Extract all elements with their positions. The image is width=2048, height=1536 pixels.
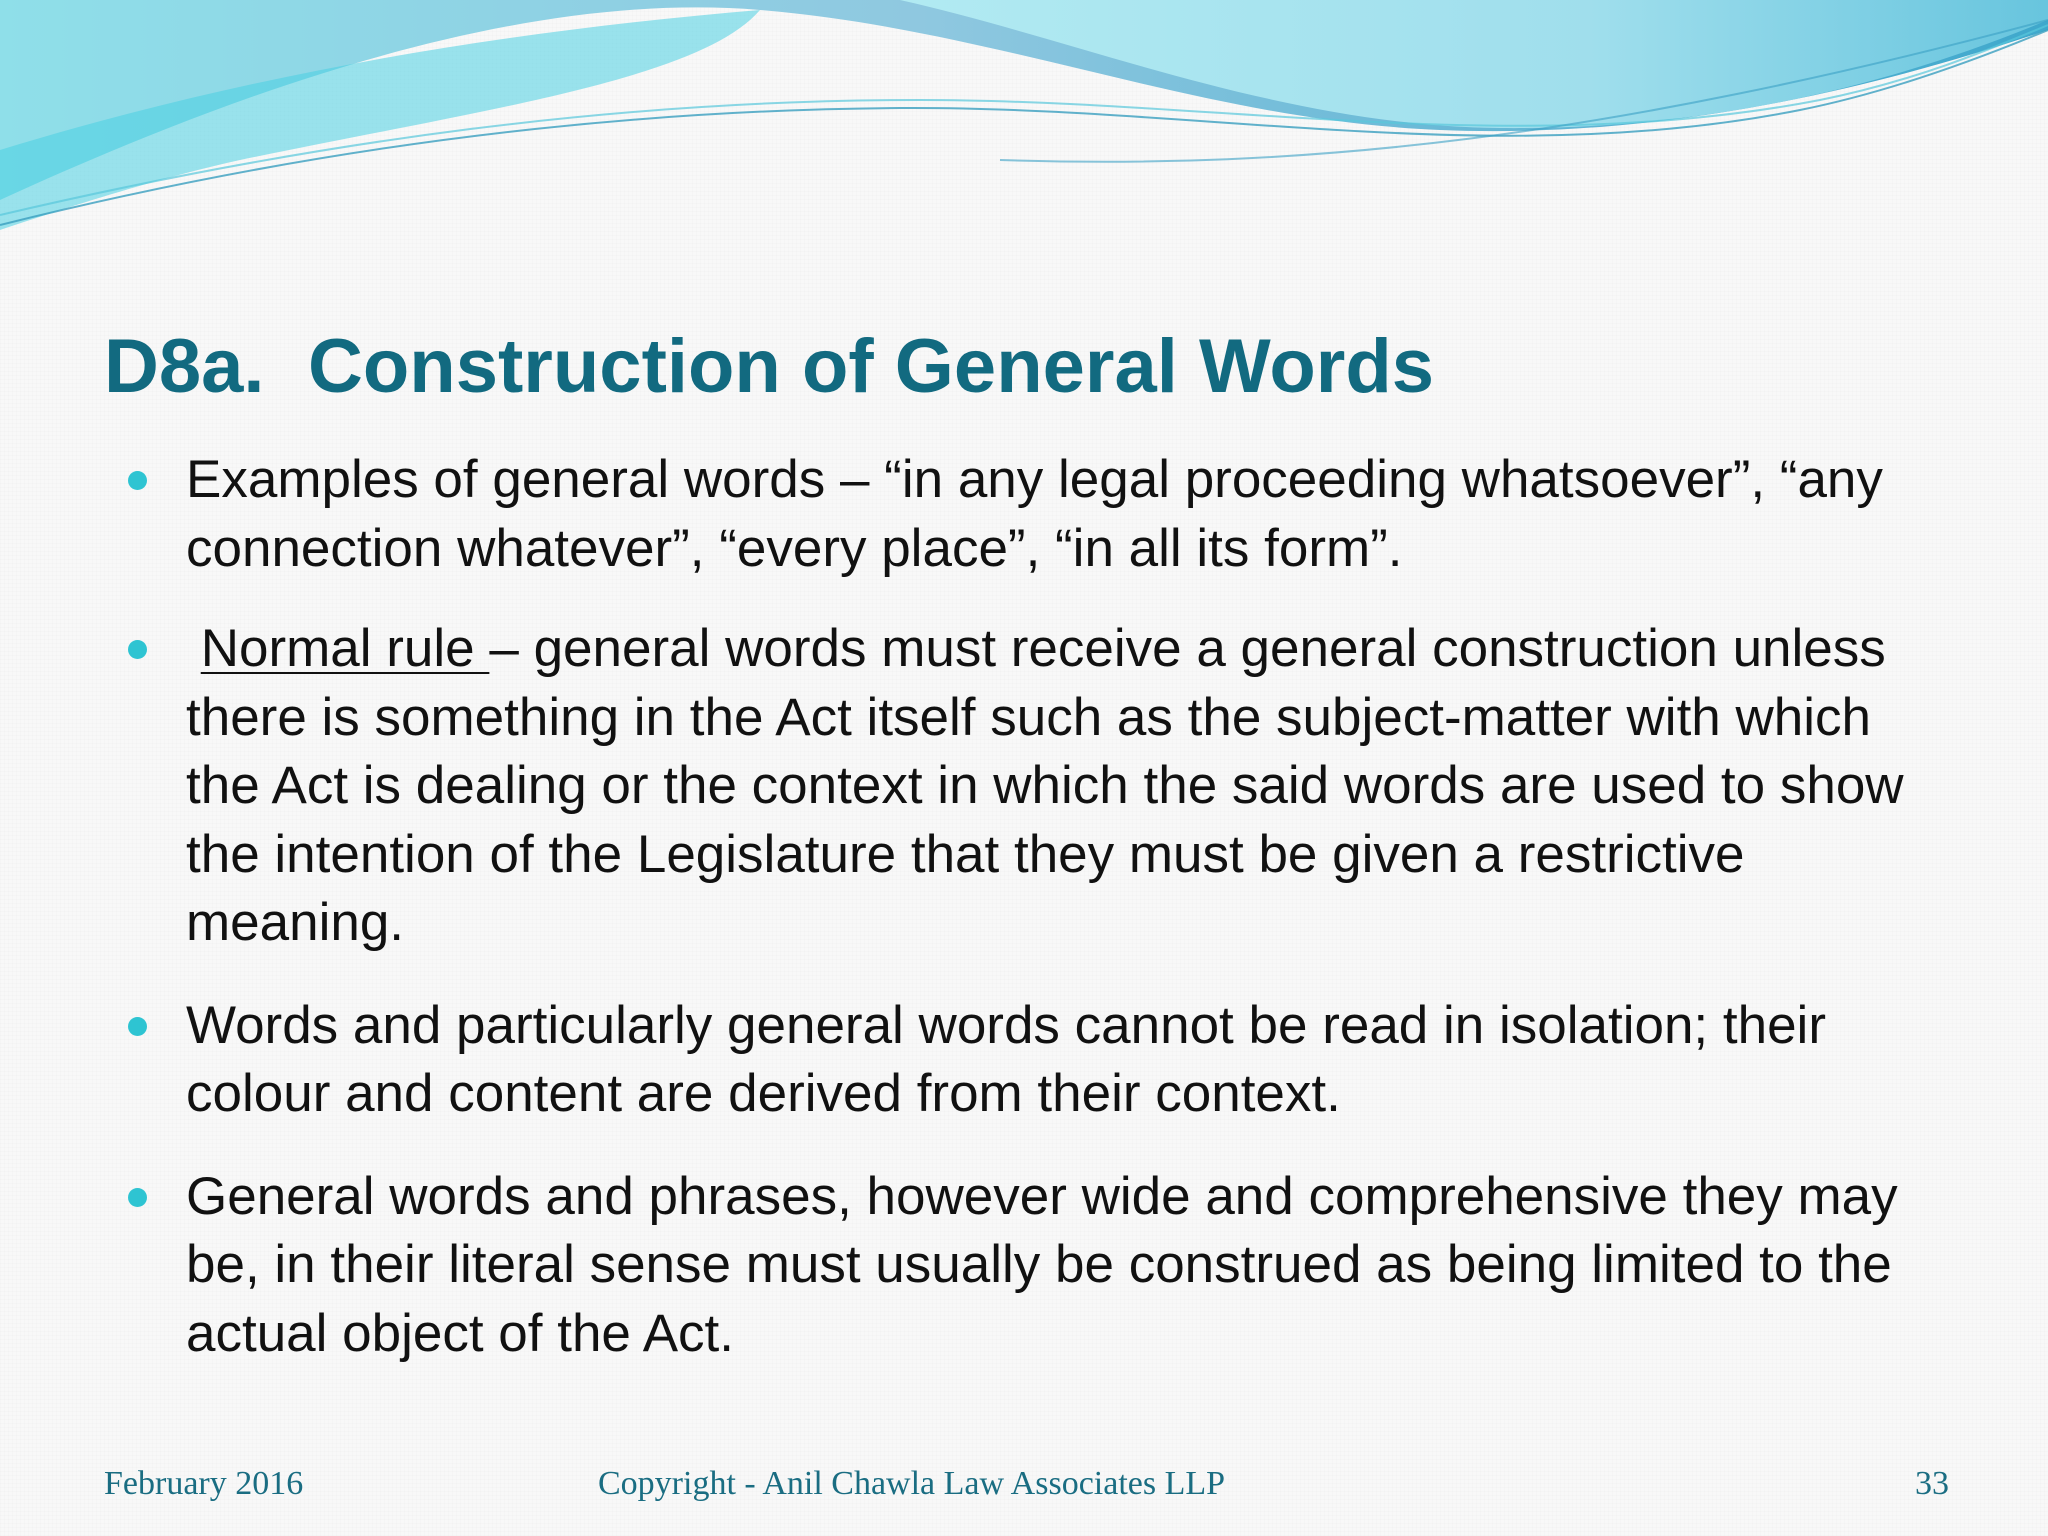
bullet-item [124, 446, 1924, 583]
bullet-icon [128, 1188, 147, 1207]
bullet-text: Examples of general words – “in any legal proceeding whatsoever”, “any connection whatever”, “every place”, “in all its form”. [186, 450, 1883, 578]
title-number: D8a. [104, 324, 265, 409]
bullet-underlined-term: Normal rule [200, 619, 490, 678]
title-text: Construction of General Words [308, 324, 1435, 409]
slide-title [104, 322, 1434, 412]
footer-page-number: 33 [1915, 1465, 1949, 1502]
bullet-icon [128, 471, 147, 490]
bullet-text: Words and particularly general words cannot be read in isolation; their colour and content are derived from their context. [186, 995, 1826, 1123]
bullet-item [124, 1163, 1924, 1369]
bullet-item [124, 992, 1924, 1129]
bullet-list [124, 446, 1924, 1400]
bullet-text: General words and phrases, however wide and comprehensive they may be, in their literal sense must usually be construed as being limited to the actual object of the Act. [186, 1166, 1898, 1363]
wave-decoration [0, 0, 2048, 240]
footer-date: February 2016 [104, 1465, 304, 1502]
bullet-icon [128, 640, 147, 659]
bullet-icon [128, 1017, 147, 1036]
bullet-text: – general words must receive a general construction unless there is something in the Act itself such as the subject-matter with which the Act is dealing or the context in which the said words are used to show the intention of the Legislature that they must be given a restrictive meaning. [186, 619, 1904, 952]
bullet-item [124, 615, 1924, 958]
footer-copyright: Copyright - Anil Chawla Law Associates LLP [598, 1465, 1226, 1502]
